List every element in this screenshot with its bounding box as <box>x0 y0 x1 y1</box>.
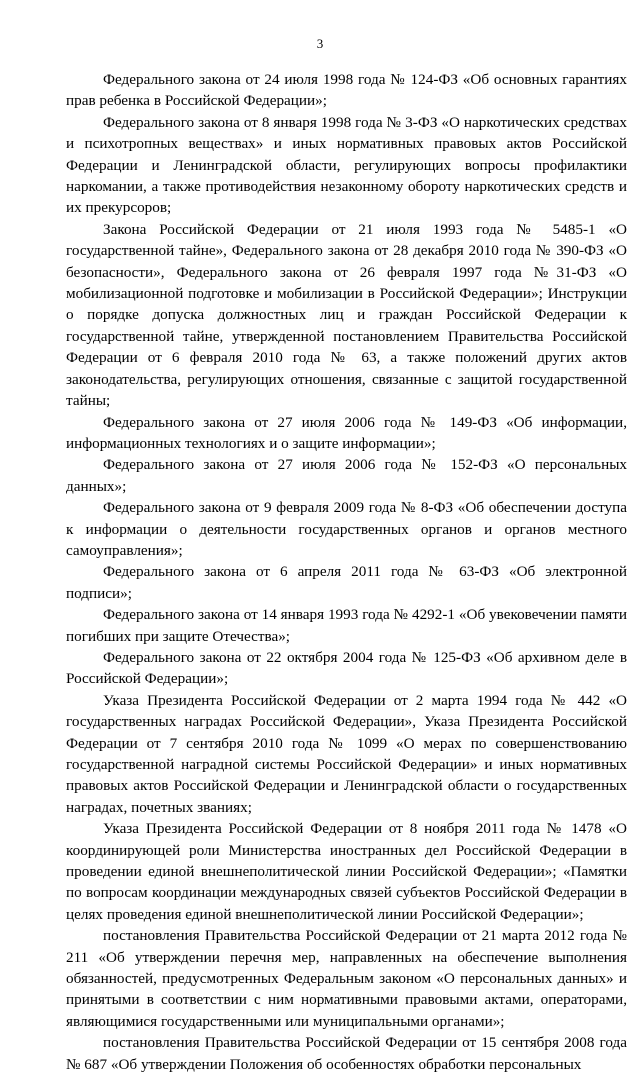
page-number: 3 <box>316 36 324 51</box>
paragraph-law-5485-1: Закона Российской Федерации от 21 июля 1993 года № 5485-1 «О государственной тайне», Федерального закона от 28 декабря 2010 года № 390-ФЗ «О безопасности», Федерального закона от 26 февраля 1997 года №31-ФЗ «О мобилизационной подготовке и мобилизации в Российской Федерации»; Инструкции о порядке допуска должностных лиц и граждан Российской Федерации к государственной тайне, утвержденной постановлением Правительства Российской Федерации от 6 февраля 2010 года № 63, а также положений других актов законодательства, регулирующих отношения, связанные с защитой государственной тайны; <box>66 220 627 410</box>
paragraph-decree-1478: Указа Президента Российской Федерации от 8 ноября 2011 года № 1478 «О координирующей роли Министерства иностранных дел Российской Федерации в проведении единой внешнеполитической линии Российской Федерации»; «Памятки по вопросам координации международных связей субъектов Российской Федерации в целях проведения единой внешнеполитической линии Российской Федерации»; <box>66 820 627 923</box>
paragraph-law-124-fz: Федерального закона от 24 июля 1998 года № 124-ФЗ «Об основных гарантиях прав ребенка в Российской Федерации»; <box>66 71 627 110</box>
paragraph-law-63-fz: Федерального закона от 6 апреля 2011 года № 63-ФЗ «Об электронной подписи»; <box>66 563 627 602</box>
paragraph-resolution-211: постановления Правительства Российской Федерации от 21 марта 2012 года № 211 «Об утверждении перечня мер, направленных на обеспечение выполнения обязанностей, предусмотренных Федеральным законом «О персональных данных» и принятыми в соответствии с ним нормативными правовыми актами, операторами, являющимися государственными или муниципальными органами»; <box>66 927 627 1030</box>
paragraph-law-152-fz: Федерального закона от 27 июля 2006 года № 152-ФЗ «О персональных данных»; <box>66 456 627 495</box>
document-body <box>66 69 627 1075</box>
paragraph-law-8-fz: Федерального закона от 9 февраля 2009 года № 8-ФЗ «Об обеспечении доступа к информации о деятельности государственных органов и органов местного самоуправления»; <box>66 499 627 559</box>
paragraph-law-149-fz: Федерального закона от 27 июля 2006 года № 149-ФЗ «Об информации, информационных технологиях и о защите информации»; <box>66 413 627 452</box>
paragraph-law-3-fz: Федерального закона от 8 января 1998 года № 3-ФЗ «О наркотических средствах и психотропных веществах» и иных нормативных правовых актов Российской Федерации и Ленинградской области, регулирующих вопросы профилактики наркомании, а также противодействия незаконному обороту наркотических средств и их прекурсоров; <box>66 113 627 217</box>
paragraph-law-4292-1: Федерального закона от 14 января 1993 года № 4292-1 «Об увековечении памяти погибших при защите Отечества»; <box>66 606 627 645</box>
paragraph-decree-442: Указа Президента Российской Федерации от 2 марта 1994 года № 442 «О государственных наградах Российской Федерации», Указа Президента Российской Федерации от 7 сентября 2010 года № 1099 «О мерах по совершенствованию государственной наградной системы Российской Федерации» и иных нормативных правовых актов Российской Федерации и Ленинградской области о государственных наградах, почетных званиях; <box>66 691 627 816</box>
paragraph-law-125-fz: Федерального закона от 22 октября 2004 года № 125-ФЗ «Об архивном деле в Российской Федерации»; <box>66 648 627 688</box>
paragraph-resolution-687: постановления Правительства Российской Федерации от 15 сентября 2008 года № 687 «Об утверждении Положения об особенностях обработки персональных <box>66 1034 627 1073</box>
